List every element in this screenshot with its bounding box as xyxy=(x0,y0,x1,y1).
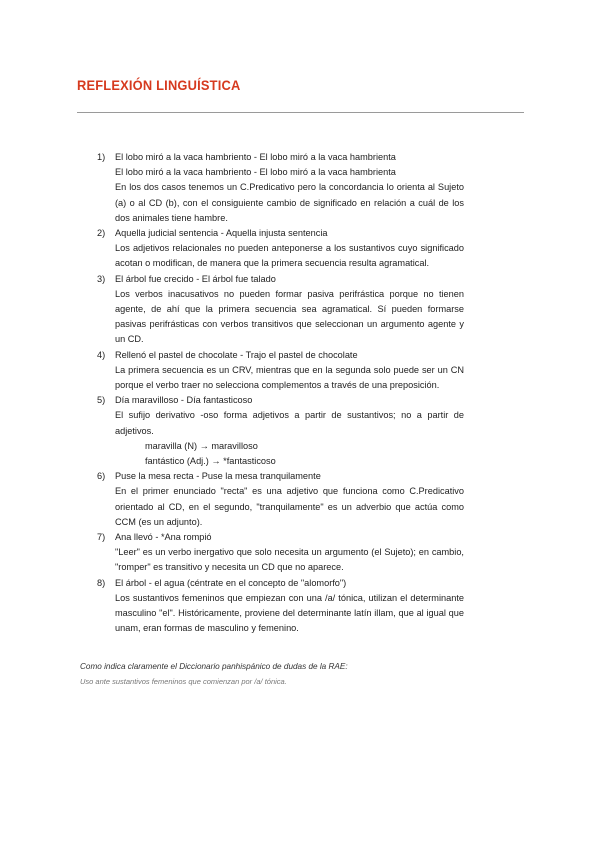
item-explanation: "Leer" es un verbo inergativo que solo necesita un argumento (el Sujeto); en cambio, "romper" es transitivo y necesita un CD que no aparece. xyxy=(115,547,464,573)
item-example: fantástico (Adj.) → *fantasticoso xyxy=(145,456,276,467)
item-explanation: En los dos casos tenemos un C.Predicativo pero la concordancia lo orienta al Sujeto (a) o al CD (b), con el consiguiente cambio de significado en relación a cuál de los dos animales tiene hambre. xyxy=(115,182,464,223)
item-prompt: Día maravilloso - Día fantasticoso xyxy=(115,395,253,406)
list-item xyxy=(97,530,464,576)
footnote: Como indica claramente el Diccionario panhispánico de dudas de la RAE: xyxy=(80,662,348,671)
title-divider xyxy=(77,112,524,113)
item-number: 5) xyxy=(97,395,106,406)
item-prompt: Puse la mesa recta - Puse la mesa tranquilamente xyxy=(115,471,321,482)
footnotes xyxy=(80,659,480,689)
list-item xyxy=(97,150,464,226)
item-explanation: Los verbos inacusativos no pueden formar pasiva perifrástica porque no tienen agente, de ahí que la primera secuencia sea agramatical. Sí pueden formarse pasivas perifrásticas con verbos transitivos que seleccionan un argumento agente y un CD. xyxy=(115,288,464,345)
item-number: 4) xyxy=(97,349,106,360)
item-number: 2) xyxy=(97,228,106,239)
item-explanation: La primera secuencia es un CRV, mientras que en la segunda solo puede ser un CN porque el verbo traer no selecciona complementos a través de una preposición. xyxy=(115,364,464,391)
item-explanation: El sufijo derivativo -oso forma adjetivos a partir de sustantivos; no a partir de adjetivos. xyxy=(115,410,464,436)
item-prompt: Aquella judicial sentencia - Aquella injusta sentencia xyxy=(115,228,328,239)
page-title: REFLEXIÓN LINGUÍSTICA xyxy=(77,77,241,93)
item-prompt: Rellenó el pastel de chocolate - Trajo el pastel de chocolate xyxy=(115,349,358,360)
exercise-list xyxy=(97,150,464,637)
item-example: maravilla (N) → maravilloso xyxy=(145,440,258,451)
item-number: 8) xyxy=(97,577,106,588)
list-item xyxy=(97,226,464,272)
item-explanation: En el primer enunciado "recta" es una adjetivo que funciona como C.Predicativo orientado al CD, en el segundo, "tranquilamente" es un adverbio que actúa como CCM (es un adjunto). xyxy=(115,486,464,527)
list-item xyxy=(97,469,464,530)
item-explanation: Los sustantivos femeninos que empiezan con una /a/ tónica, utilizan el determinante masculino "el". Históricamente, proviene del determinante latín illam, que al igual que unam, eran formas de masculino y femenino. xyxy=(115,592,464,634)
item-number: 7) xyxy=(97,532,106,543)
item-prompt: El árbol - el agua (céntrate en el concepto de "alomorfo") xyxy=(115,577,347,588)
item-prompt: Ana llevó - *Ana rompió xyxy=(115,532,212,543)
list-item xyxy=(97,272,464,348)
list-item xyxy=(97,348,464,394)
list-item xyxy=(97,576,464,637)
item-prompt-b: El lobo miró a la vaca hambriento - El lobo miró a la vaca hambrienta xyxy=(115,167,396,178)
item-explanation: Los adjetivos relacionales no pueden anteponerse a los sustantivos cuyo significado acotan o modifican, de manera que la primera secuencia resulta agramatical. xyxy=(115,243,464,269)
item-prompt: El árbol fue crecido - El árbol fue talado xyxy=(115,273,276,284)
item-number: 6) xyxy=(97,471,106,482)
item-prompt: El lobo miró a la vaca hambriento - El lobo miró a la vaca hambrienta xyxy=(115,152,396,162)
item-number: 3) xyxy=(97,273,106,284)
footnote: Uso ante sustantivos femeninos que comienzan por /a/ tónica. xyxy=(80,677,287,686)
item-number: 1) xyxy=(97,152,106,162)
list-item xyxy=(97,393,464,469)
